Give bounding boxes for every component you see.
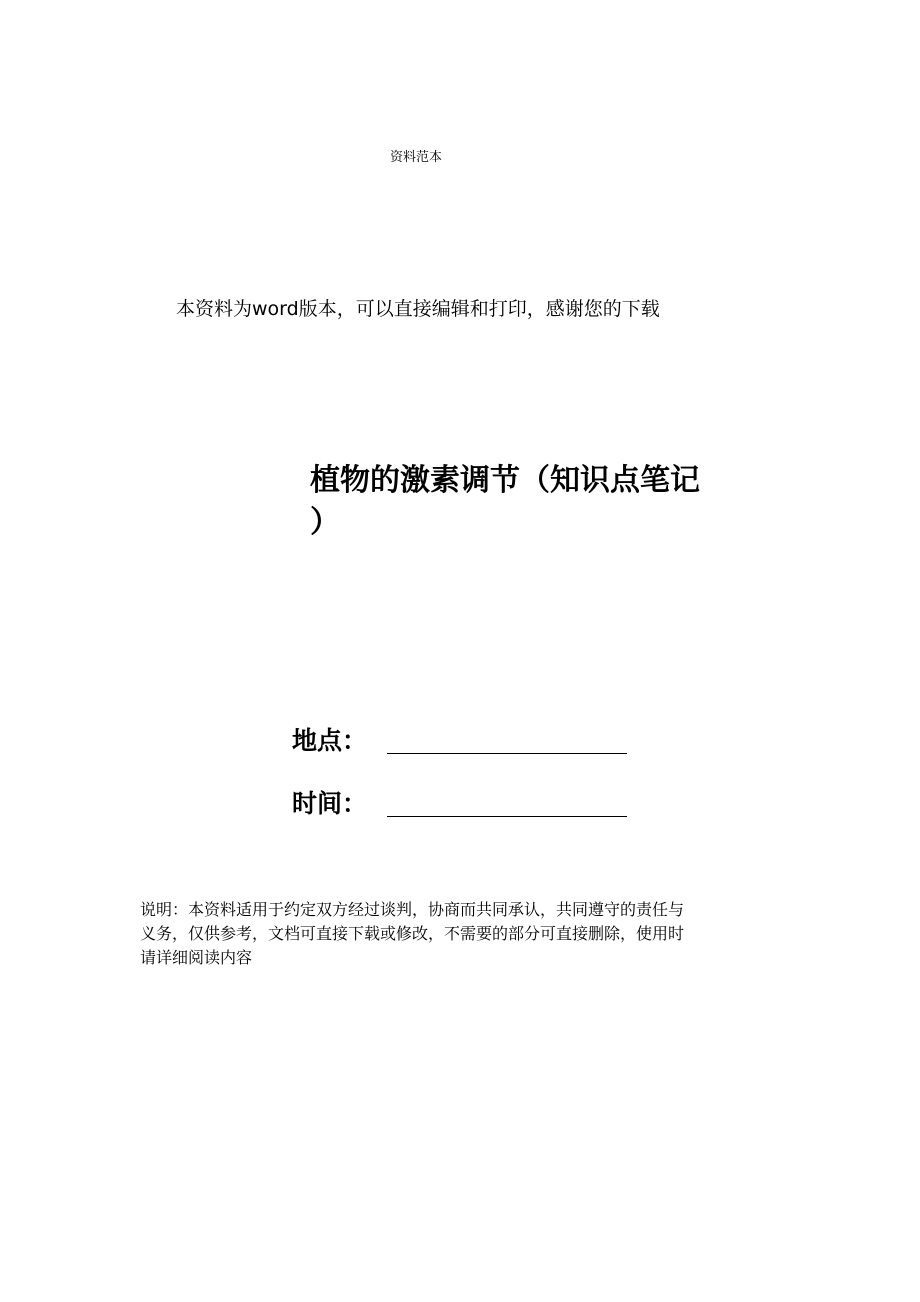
location-field <box>292 718 627 758</box>
title-line-1: 植物的激素调节（知识点笔记 <box>310 463 700 498</box>
location-label: 地点： <box>292 726 368 755</box>
location-blank-line <box>387 753 627 754</box>
time-field <box>292 781 627 821</box>
time-blank-line <box>387 816 627 817</box>
header-label: 资料范本 <box>390 150 443 165</box>
document-title <box>310 460 765 544</box>
disclaimer-line-2: 义务，仅供参考，文档可直接下载或修改，不需要的部分可直接删除，使用时 <box>140 924 685 943</box>
time-label: 时间： <box>292 789 368 818</box>
disclaimer-line-1: 说明：本资料适用于约定双方经过谈判，协商而共同承认，共同遵守的责任与 <box>140 900 685 919</box>
download-notice: 本资料为word版本，可以直接编辑和打印，感谢您的下载 <box>176 298 660 320</box>
title-line-2: ） <box>310 505 340 540</box>
disclaimer-note <box>140 898 790 970</box>
disclaimer-line-3: 请详细阅读内容 <box>140 948 253 967</box>
